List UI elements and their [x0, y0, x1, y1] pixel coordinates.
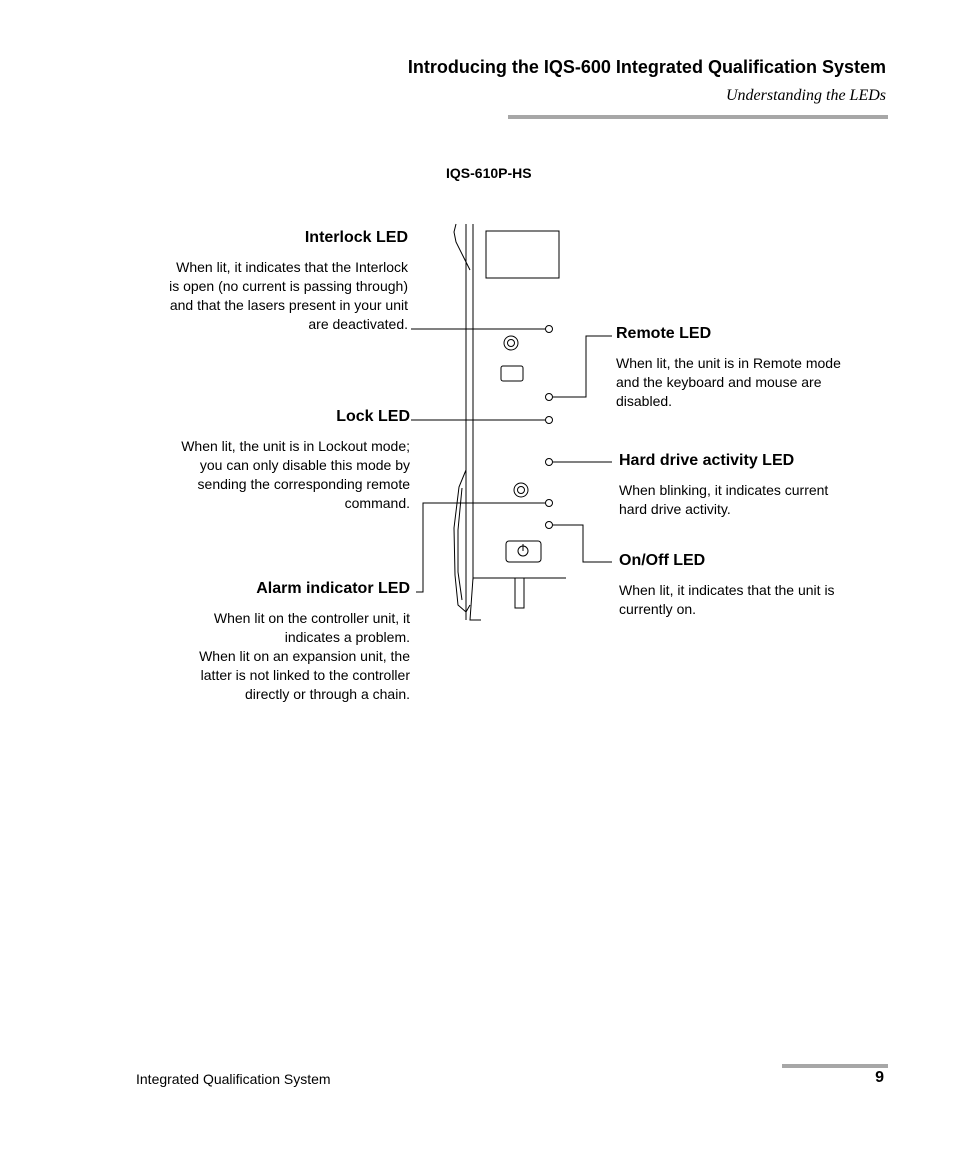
interlock-led-label: Interlock LED — [304, 229, 408, 246]
remote-led — [546, 394, 553, 401]
page-header-title: Introducing the IQS-600 Integrated Qualification System — [407, 57, 886, 77]
lock-led — [546, 417, 553, 424]
hdd-led-description: When blinking, it indicates current hard drive activity. — [619, 482, 829, 517]
page-number: 9 — [875, 1069, 884, 1086]
onoff-led-description: When lit, it indicates that the unit is currently on. — [619, 582, 835, 617]
alarm-led — [546, 500, 553, 507]
lock-led-description: When lit, the unit is in Lockout mode; you can only disable this mode by sending the corresponding remote command. — [181, 438, 410, 511]
onoff-led-label: On/Off LED — [619, 552, 706, 569]
remote-leader — [553, 336, 612, 397]
page-header-subtitle: Understanding the LEDs — [726, 87, 886, 104]
device-window — [486, 231, 559, 278]
alarm-leader — [416, 503, 545, 592]
device-foot-block — [515, 578, 524, 608]
onoff-led — [546, 522, 553, 529]
alarm-led-description: When lit on the controller unit, it indicates a problem. When lit on an expansion unit, the latter is not linked to the controller directly or through a chain. — [199, 610, 410, 702]
interlock-led-description: When lit, it indicates that the Interlock is open (no current is passing through) and that the lasers present in your unit are deactivated. — [169, 259, 408, 332]
footer-rule — [782, 1064, 888, 1068]
device-foot — [470, 578, 481, 620]
interlock-led — [546, 326, 553, 333]
device-handle-inner — [458, 488, 462, 600]
remote-led-label: Remote LED — [616, 325, 712, 342]
footer-text: Integrated Qualification System — [136, 1071, 331, 1087]
alarm-led-label: Alarm indicator LED — [256, 580, 410, 597]
rect-indicator — [501, 366, 523, 381]
hdd-led-label: Hard drive activity LED — [619, 452, 795, 469]
device-top-latch — [454, 224, 470, 270]
remote-led-description: When lit, the unit is in Remote mode and the keyboard and mouse are disabled. — [616, 355, 841, 409]
hdd-led — [546, 459, 553, 466]
knob-top — [504, 336, 518, 350]
lock-led-label: Lock LED — [336, 408, 410, 425]
knob-middle — [514, 483, 528, 497]
figure-title: IQS-610P-HS — [446, 165, 532, 181]
onoff-leader — [553, 525, 612, 562]
